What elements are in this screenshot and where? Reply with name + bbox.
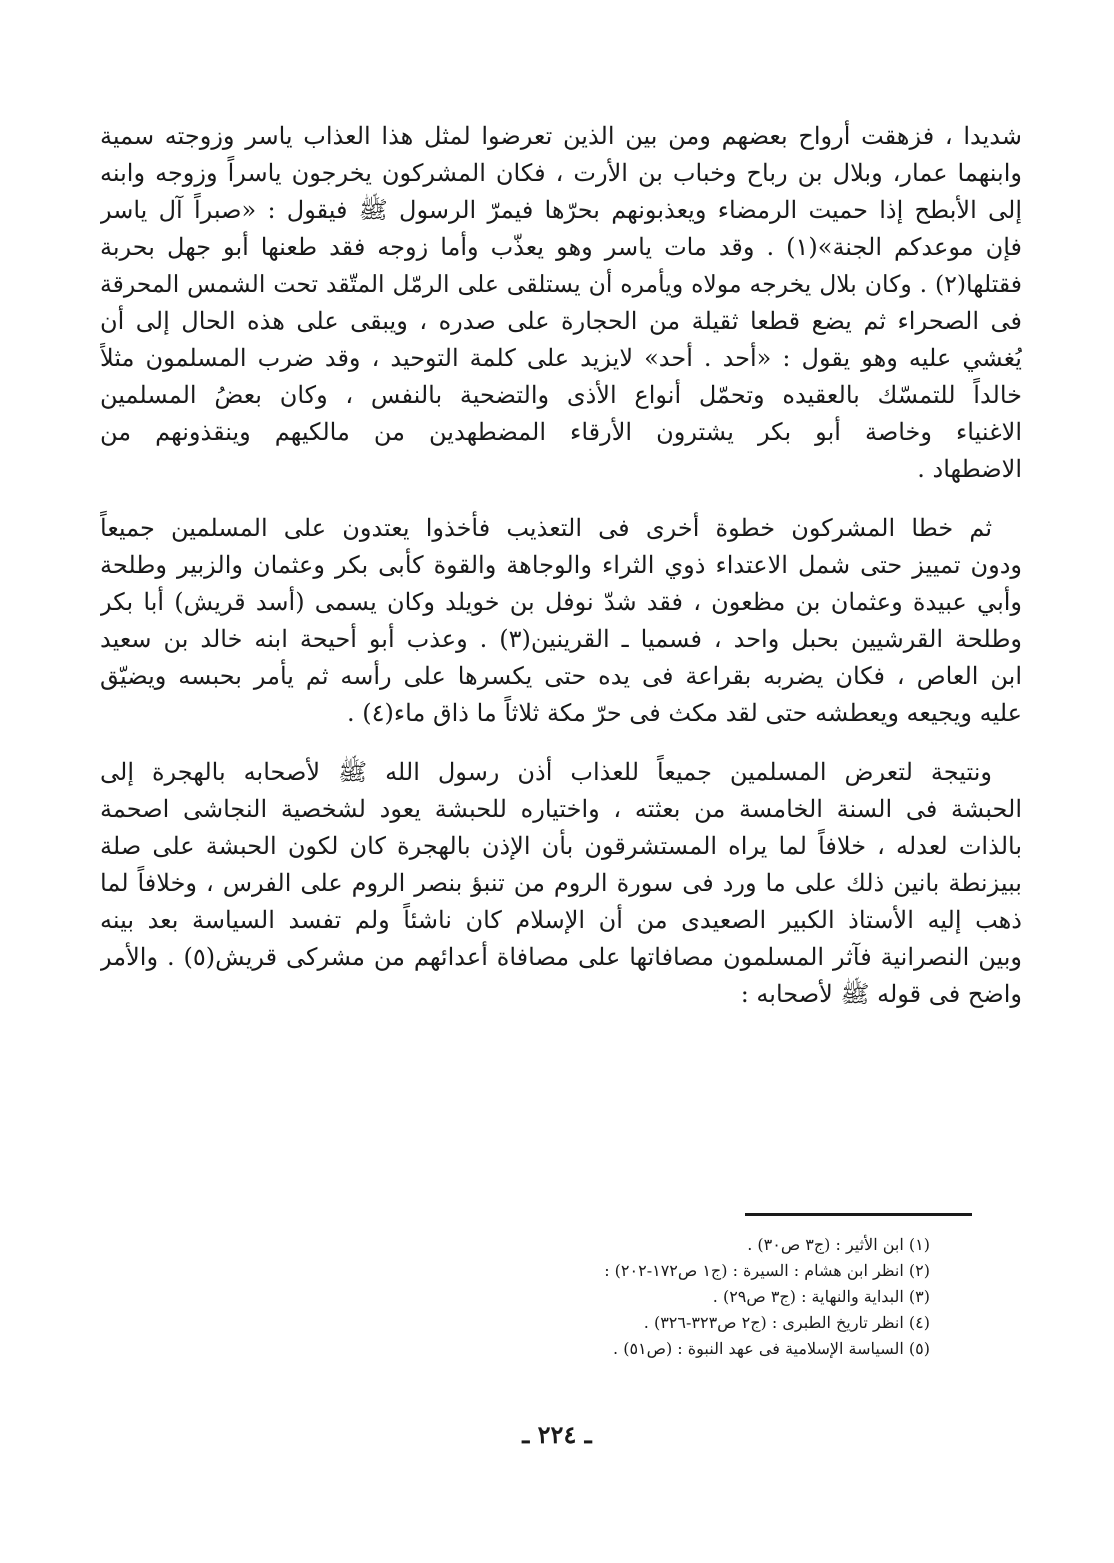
text-line: إلى الأبطح إذا حميت الرمضاء ويعذبونهم بحرّها فيمرّ الرسول ﷺ فيقول : «صبراً آل ياسر [100,196,1022,224]
body-text [100,118,1022,1013]
footnote: (١) ابن الأثير : (ج٣ ص٣٠) . [747,1235,930,1254]
footnote-separator [745,1213,972,1216]
text-line: فقتلها(٢) . وكان بلال يخرجه مولاه ويأمره أن يستلقى على الرمّل المتّقد تحت الشمس المحرقة [100,270,1022,298]
text-line: الاضطهاد . [917,455,1022,483]
text-line: يُغشي عليه وهو يقول : «أحد . أحد» لايزيد على كلمة التوحيد ، وقد ضرب المسلمون مثلاً [100,344,1022,372]
text-line: عليه ويجيعه ويعطشه حتى لقد مكث فى حرّ مكة ثلاثاً ما ذاق ماء(٤) . [347,699,1022,727]
text-line: وطلحة القرشيين بحبل واحد ، فسميا ـ القرينين(٣) . وعذب أبو أحيحة ابنه خالد بن سعيد [100,625,1022,653]
text-line: وابنهما عمار، وبلال بن رباح وخباب بن الأرت ، فكان المشركون يخرجون ياسراً وزوجه وابنه [100,159,1022,187]
paragraph [100,754,1022,1013]
text-line: ابن العاص ، فكان يضربه بقراعة فى يده حتى يكسرها على رأسه ثم يأمر بحبسه ويضيّق [100,662,1022,690]
footnote: (٤) انظر تاريخ الطبرى : (ج٢ ص٣٢٣-٣٢٦) . [643,1313,930,1332]
text-line: وأبي عبيدة وعثمان بن مظعون ، فقد شدّ نوفل بن خويلد وكان يسمى (أسد قريش) أبا بكر [100,588,1022,616]
text-line: فى الصحراء ثم يضع قطعا ثقيلة من الحجارة على صدره ، ويبقى على هذه الحال إلى أن [100,307,1022,335]
text-line: ذهب إليه الأستاذ الكبير الصعيدى من أن الإسلام كان ناشئاً ولم تفسد السياسة بعد بينه [100,906,1022,934]
text-line: ببيزنطة بانين ذلك على ما ورد فى سورة الروم من تنبؤ بنصر الروم على الفرس ، وخلافاً لما [100,869,1022,897]
text-line: وبين النصرانية فآثر المسلمون مصافاتها على مصافاة أعدائهم من مشركى قريش(٥) . والأمر [100,943,1022,971]
paragraph [100,118,1022,488]
footnotes [400,1232,930,1362]
text-line: ونتيجة لتعرض المسلمين جميعاً للعذاب أذن رسول الله ﷺ لأصحابه بالهجرة إلى [100,758,993,786]
text-line: ودون تمييز حتى شمل الاعتداء ذوي الثراء والوجاهة والقوة كأبى بكر وعثمان والزبير وطلحة [100,551,1022,579]
page-number: ـ ٢٢٤ ـ [522,1420,592,1449]
text-line: واضح فى قوله ﷺ لأصحابه : [740,980,1022,1008]
text-line: بالذات لعدله ، خلافاً لما يراه المستشرقون بأن الإذن بالهجرة كان لكون الحبشة على صلة [100,832,1022,860]
text-line: الحبشة فى السنة الخامسة من بعثته ، واختياره للحبشة يعود لشخصية النجاشى اصحمة [100,795,1022,823]
footnote: (٥) السياسة الإسلامية فى عهد النبوة : (ص٥١) . [613,1339,930,1358]
footnote: (٣) البداية والنهاية : (ج٣ ص٢٩) . [712,1287,930,1306]
text-line: ثم خطا المشركون خطوة أخرى فى التعذيب فأخذوا يعتدون على المسلمين جميعاً [100,514,992,542]
paragraph [100,510,1022,732]
text-line: شديدا ، فزهقت أرواح بعضهم ومن بين الذين تعرضوا لمثل هذا العذاب ياسر وزوجته سمية [100,122,1022,150]
text-line: فإن موعدكم الجنة»(١) . وقد مات ياسر وهو يعذّب وأما زوجه فقد طعنها أبو جهل بحربة [100,233,1022,261]
text-line: الاغنياء وخاصة أبو بكر يشترون الأرقاء المضطهدين من مالكيهم وينقذونهم من [100,418,1022,446]
footnote: (٢) انظر ابن هشام : السيرة : (ج١ ص١٧٢-٢٠٢) : [604,1261,930,1280]
text-line: خالداً للتمسّك بالعقيده وتحمّل أنواع الأذى والتضحية بالنفس ، وكان بعضُ المسلمين [100,381,1022,409]
